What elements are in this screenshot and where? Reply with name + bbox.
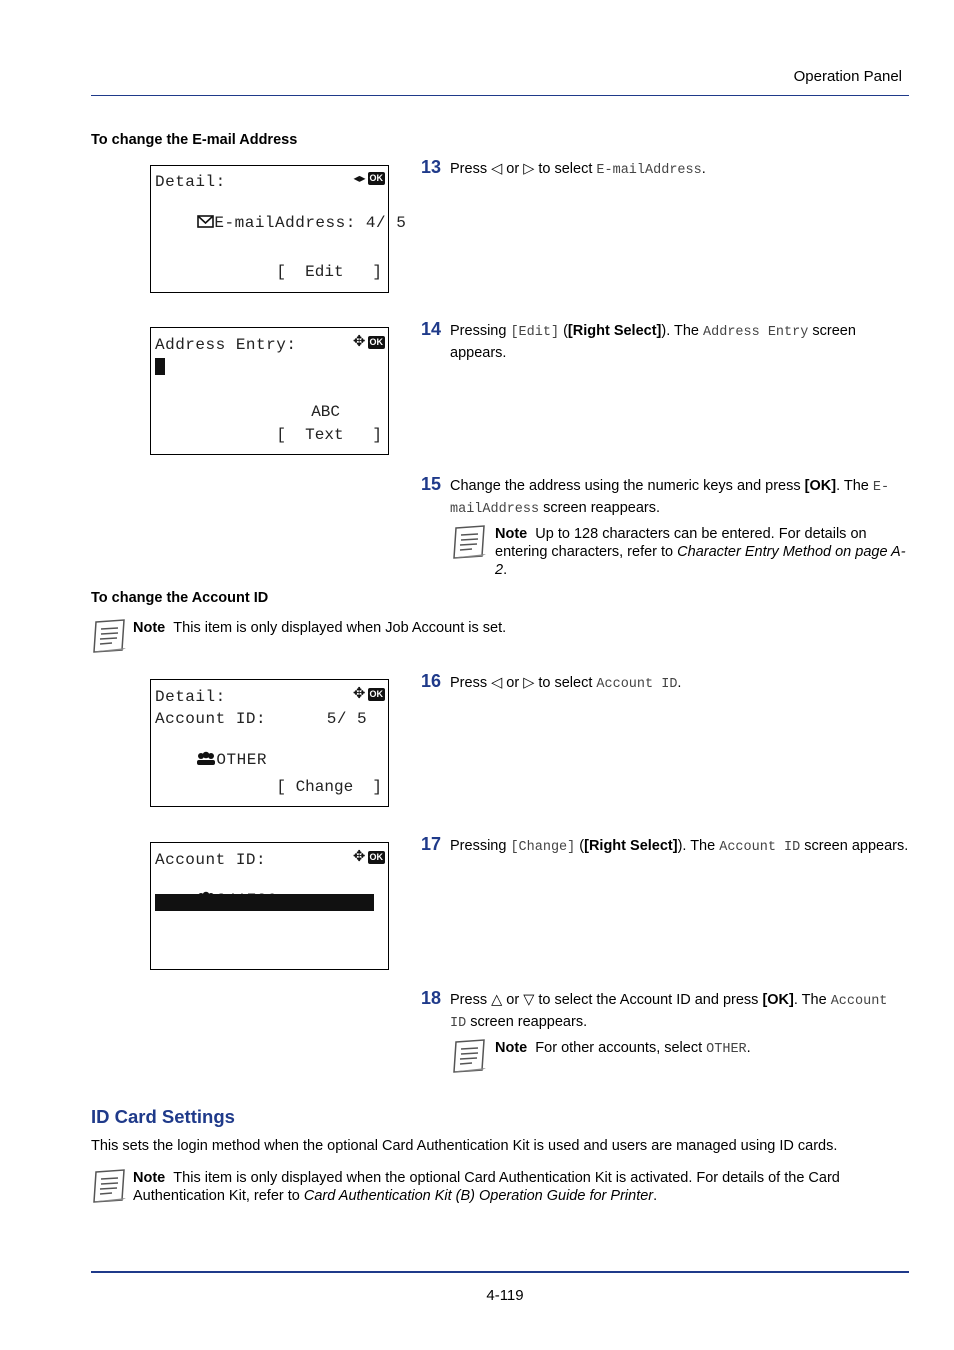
lcd-screen-detail-account (150, 679, 389, 807)
footer-rule (91, 1271, 909, 1273)
lcd-status-icons (353, 172, 385, 185)
step-text: Press ◁ or ▷ to select E-mailAddress. (450, 161, 706, 178)
lcd-selected-row (155, 894, 374, 930)
group-users-icon (196, 751, 216, 766)
lcd-softkey: [ Text ] (276, 426, 382, 444)
lcd-line: Account ID: 5/ 5 (155, 710, 368, 728)
note-text: Note For other accounts, select OTHER. (495, 1040, 751, 1057)
step-number: 15 (421, 474, 442, 494)
step-number: 13 (421, 157, 442, 177)
lcd-screen-address-entry (150, 327, 389, 455)
lcd-line: Detail: (155, 688, 226, 706)
step-number: 16 (421, 671, 442, 691)
note-text: Note This item is only displayed when Job Account is set. (133, 620, 507, 636)
lcd-screen-account-id (150, 842, 389, 970)
four-way-arrow-icon: ✥ (352, 333, 366, 351)
lcd-line-text: OTHER (233, 912, 282, 930)
lcd-line: Address Entry: (155, 336, 297, 354)
lcd-line-text: E-mailAddress: 4/ 5 (214, 214, 407, 232)
section-body: This sets the login method when the optional Card Authentication Kit is used and users are managed using ID cards. (91, 1138, 838, 1154)
step-text: Change the address using the numeric keys and press [OK]. The E-mailAddress screen reappears. (450, 478, 890, 517)
lcd-softkey: [ Change ] (276, 778, 382, 796)
lcd-status-icons (352, 333, 385, 351)
step-number: 17 (421, 834, 442, 854)
ok-icon: OK (369, 173, 383, 183)
header-rule (91, 95, 909, 96)
group-users-icon (214, 912, 234, 927)
ok-icon: OK (369, 337, 383, 347)
four-way-arrow-icon: ✥ (352, 685, 366, 703)
note-text: Note Up to 128 characters can be entered. For details on entering characters, refer to Character Entry Method on page A-2. (495, 526, 906, 578)
lcd-status-icons (352, 848, 385, 866)
ok-icon: OK (369, 689, 383, 699)
step-number: 18 (421, 988, 442, 1008)
subheading-email: To change the E-mail Address (91, 132, 298, 148)
step-text: Press ◁ or ▷ to select Account ID. (450, 675, 682, 692)
lcd-line: Detail: (155, 173, 226, 191)
step-text: Press △ or ▽ to select the Account ID and press [OK]. The Account ID screen reappears. (450, 992, 888, 1031)
page-number: 4-119 (486, 1287, 524, 1304)
step-text: Pressing [Change] ([Right Select]). The Account ID screen appears. (450, 838, 909, 855)
envelope-icon (197, 215, 214, 228)
lcd-status-icons (352, 685, 385, 703)
step-number: 14 (421, 319, 442, 339)
four-way-arrow-icon: ✥ (352, 848, 366, 866)
left-right-arrow-icon: ◂▸ (353, 171, 366, 186)
ok-icon: OK (369, 852, 383, 862)
note-icon (90, 618, 128, 659)
lcd-cursor (155, 358, 165, 380)
lcd-line-text: OTHER (216, 751, 267, 769)
note-icon (450, 1038, 488, 1079)
lcd-screen-detail-email (150, 165, 407, 293)
lcd-line (156, 733, 267, 787)
step-text: Pressing [Edit] ([Right Select]). The Address Entry screen appears. (450, 323, 856, 361)
lcd-line (157, 196, 406, 250)
running-header: Operation Panel (793, 68, 902, 85)
lcd-line (156, 894, 282, 948)
lcd-input-mode: ABC (311, 403, 340, 421)
note-icon (90, 1168, 128, 1209)
note-text: Note This item is only displayed when the optional Card Authentication Kit is activated. For details of the Card Authentication Kit, refer to Card Authentication Kit (B) Operation Guide for Printer. (133, 1170, 840, 1204)
lcd-line: Account ID: (155, 851, 267, 869)
note-icon (450, 524, 488, 565)
lcd-softkey: [ Edit ] (276, 263, 382, 281)
section-heading-id-card: ID Card Settings (91, 1106, 235, 1127)
subheading-account: To change the Account ID (91, 590, 269, 606)
